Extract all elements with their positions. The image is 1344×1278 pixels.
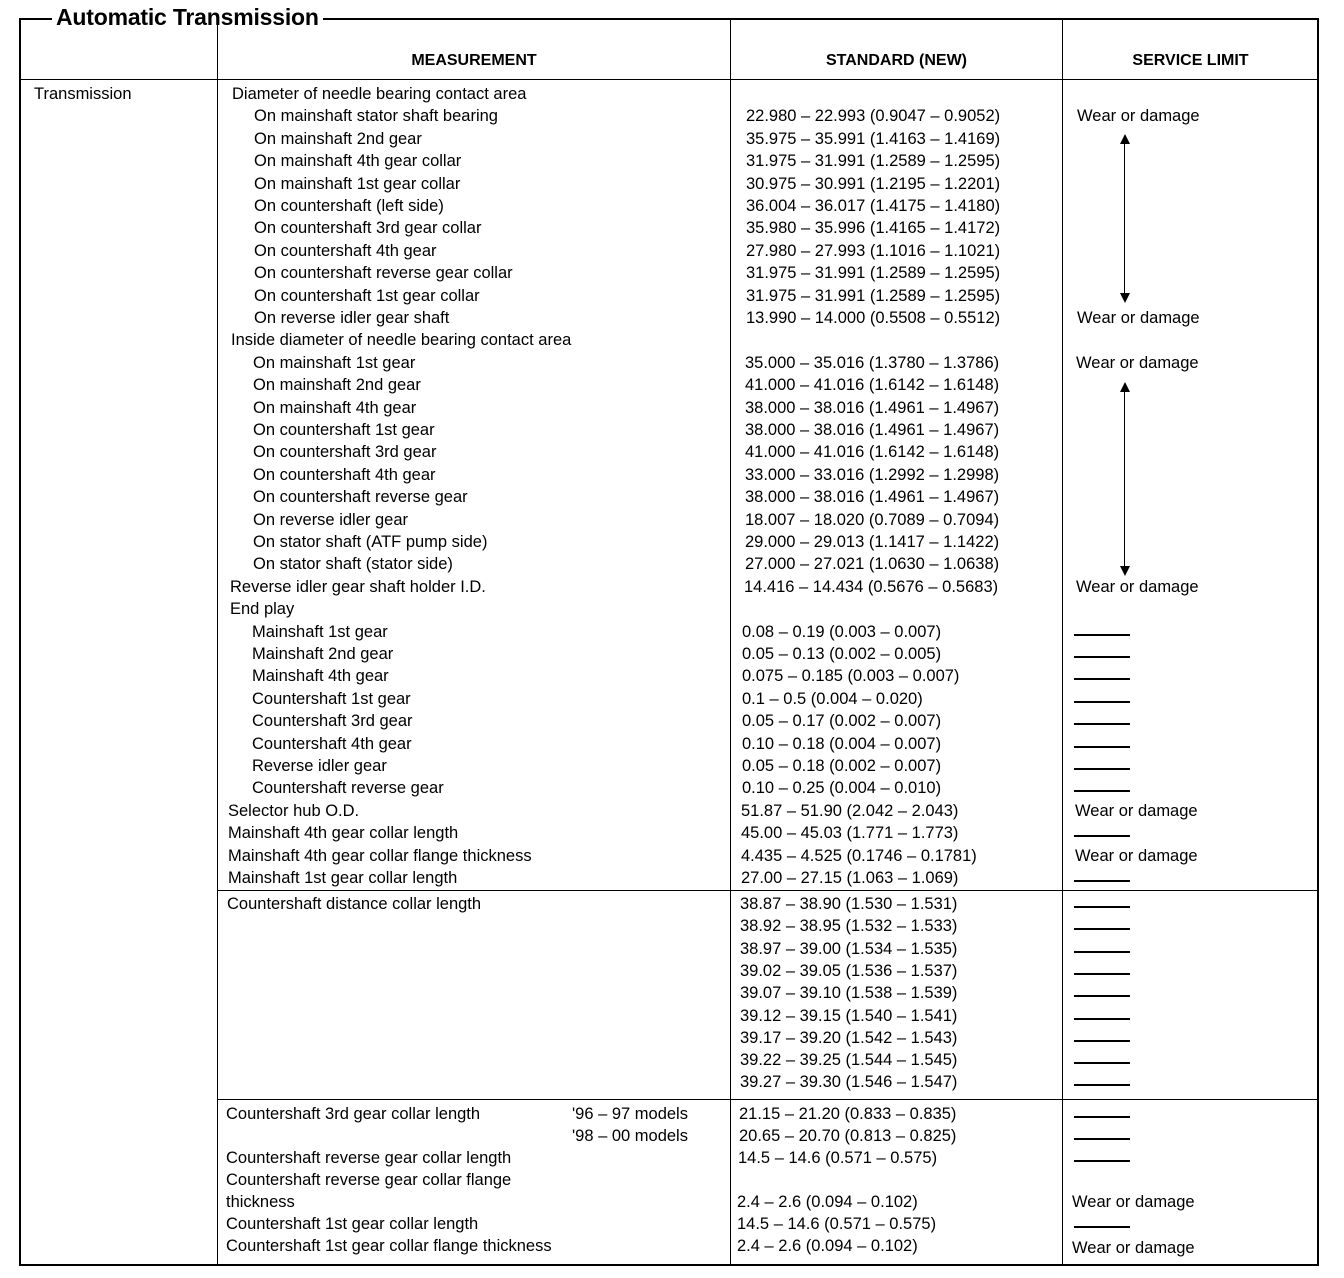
standard-value: 0.10 – 0.25 (0.004 – 0.010) <box>742 779 942 798</box>
measurement-item: On countershaft 3rd gear <box>253 443 437 462</box>
measurement-item: On countershaft 1st gear collar <box>254 286 480 305</box>
measurement-item: On reverse idler gear shaft <box>254 309 450 327</box>
standard-value: 2.4 – 2.6 (0.094 – 0.102) <box>737 1193 918 1211</box>
header-measurement: MEASUREMENT <box>411 52 537 69</box>
standard-value: 14.5 – 14.6 (0.571 – 0.575) <box>737 1215 937 1233</box>
measurement-item: Countershaft reverse gear collar flange <box>226 1171 512 1189</box>
measurement-item: Countershaft 1st gear collar flange thickness <box>226 1237 552 1255</box>
standard-value: 39.07 – 39.10 (1.538 – 1.539) <box>740 984 958 1003</box>
standard-value: 0.05 – 0.13 (0.002 – 0.005) <box>742 645 942 663</box>
standard-value: 14.416 – 14.434 (0.5676 – 0.5683) <box>744 577 999 596</box>
section-divider-2 <box>217 1099 1318 1100</box>
measurement-item: Mainshaft 4th gear collar length <box>228 824 459 843</box>
standard-value: 31.975 – 31.991 (1.2589 – 1.2595) <box>746 152 1001 171</box>
measurement-item: On countershaft reverse gear collar <box>254 264 513 283</box>
col-divider-1 <box>217 19 218 1265</box>
standard-value: 27.00 – 27.15 (1.063 – 1.069) <box>741 869 959 887</box>
standard-value: 31.975 – 31.991 (1.2589 – 1.2595) <box>746 286 1001 305</box>
measurement-item: Countershaft 4th gear <box>252 734 412 753</box>
no-limit-dash <box>1074 1116 1130 1118</box>
range-arrow-up-icon <box>1120 382 1130 392</box>
service-limit-value: Wear or damage <box>1072 1239 1195 1257</box>
no-limit-dash <box>1074 1138 1130 1140</box>
measurement-item: Selector hub O.D. <box>228 801 360 820</box>
standard-value: 13.990 – 14.000 (0.5508 – 0.5512) <box>746 309 1001 327</box>
standard-value: 35.975 – 35.991 (1.4163 – 1.4169) <box>746 129 1001 148</box>
no-limit-dash <box>1074 880 1130 882</box>
no-limit-dash <box>1074 701 1130 703</box>
header-service-limit: SERVICE LIMIT <box>1132 52 1249 69</box>
measurement-item: On stator shaft (ATF pump side) <box>253 533 488 551</box>
range-arrow-line <box>1124 142 1125 294</box>
no-limit-dash <box>1074 1040 1130 1042</box>
measurement-item: Mainshaft 1st gear collar length <box>228 869 458 887</box>
measurement-item: Reverse idler gear shaft holder I.D. <box>230 577 486 596</box>
no-limit-dash <box>1074 995 1130 997</box>
service-limit-value: Wear or damage <box>1075 801 1198 820</box>
standard-value: 36.004 – 36.017 (1.4175 – 1.4180) <box>746 197 1001 215</box>
standard-value: 0.05 – 0.18 (0.002 – 0.007) <box>742 757 942 775</box>
measurement-item: On countershaft 3rd gear collar <box>254 219 482 238</box>
standard-value: 18.007 – 18.020 (0.7089 – 0.7094) <box>745 510 1000 529</box>
range-arrow-down-icon <box>1120 566 1130 576</box>
measurement-group-heading: End play <box>230 600 295 619</box>
section-divider-1 <box>217 890 1318 891</box>
standard-value: 45.00 – 45.03 (1.771 – 1.773) <box>741 824 959 843</box>
measurement-item: Countershaft 3rd gear <box>252 712 413 731</box>
measurement-item: On mainshaft 2nd gear <box>254 129 422 148</box>
no-limit-dash <box>1074 1160 1130 1162</box>
standard-value: 39.17 – 39.20 (1.542 – 1.543) <box>740 1028 958 1047</box>
service-limit-value: Wear or damage <box>1077 107 1200 126</box>
standard-value: 0.075 – 0.185 (0.003 – 0.007) <box>742 667 960 686</box>
standard-value: 4.435 – 4.525 (0.1746 – 0.1781) <box>741 846 977 865</box>
standard-value: 30.975 – 30.991 (1.2195 – 1.2201) <box>746 174 1001 193</box>
standard-value: 35.980 – 35.996 (1.4165 – 1.4172) <box>746 219 1001 238</box>
standard-value: 38.87 – 38.90 (1.530 – 1.531) <box>740 895 958 913</box>
measurement-item: Mainshaft 4th gear collar flange thickness <box>228 846 532 865</box>
standard-value: 38.000 – 38.016 (1.4961 – 1.4967) <box>745 488 1000 507</box>
standard-value: 0.10 – 0.18 (0.004 – 0.007) <box>742 734 942 753</box>
service-limit-value: Wear or damage <box>1075 846 1198 865</box>
no-limit-dash <box>1074 906 1130 908</box>
measurement-item: Countershaft distance collar length <box>227 895 482 913</box>
standard-value: 27.000 – 27.021 (1.0630 – 1.0638) <box>745 555 1000 574</box>
measurement-item: Countershaft 1st gear <box>252 689 411 708</box>
header-bottom-rule <box>20 79 1318 80</box>
page-title: Automatic Transmission <box>52 3 323 31</box>
standard-value: 20.65 – 20.70 (0.813 – 0.825) <box>739 1127 957 1145</box>
measurement-item: On mainshaft stator shaft bearing <box>254 107 498 126</box>
measurement-item: On countershaft reverse gear <box>253 488 468 507</box>
measurement-item: Mainshaft 1st gear <box>252 622 388 641</box>
measurement-item: On stator shaft (stator side) <box>253 555 453 574</box>
model-range-label: '96 – 97 models <box>572 1105 688 1123</box>
standard-value: 39.12 – 39.15 (1.540 – 1.541) <box>740 1006 958 1025</box>
measurement-item: Countershaft reverse gear <box>252 779 444 798</box>
no-limit-dash <box>1074 928 1130 930</box>
no-limit-dash <box>1074 656 1130 658</box>
standard-value: 33.000 – 33.016 (1.2992 – 1.2998) <box>745 465 1000 484</box>
measurement-group-heading: Inside diameter of needle bearing contact area <box>231 331 572 350</box>
standard-value: 21.15 – 21.20 (0.833 – 0.835) <box>739 1105 957 1123</box>
no-limit-dash <box>1074 1062 1130 1064</box>
standard-value: 41.000 – 41.016 (1.6142 – 1.6148) <box>745 443 1000 462</box>
standard-value: 35.000 – 35.016 (1.3780 – 1.3786) <box>745 353 1000 372</box>
standard-value: 2.4 – 2.6 (0.094 – 0.102) <box>737 1237 918 1255</box>
col-divider-2 <box>730 19 731 1265</box>
measurement-item: Mainshaft 2nd gear <box>252 645 394 663</box>
no-limit-dash <box>1074 1084 1130 1086</box>
standard-value: 38.000 – 38.016 (1.4961 – 1.4967) <box>745 398 1000 417</box>
measurement-item: On countershaft 4th gear <box>253 465 436 484</box>
no-limit-dash <box>1074 746 1130 748</box>
standard-value: 22.980 – 22.993 (0.9047 – 0.9052) <box>746 107 1001 126</box>
measurement-item: On countershaft (left side) <box>254 197 444 215</box>
standard-value: 38.97 – 39.00 (1.534 – 1.535) <box>740 939 958 958</box>
measurement-item: On countershaft 4th gear <box>254 241 437 260</box>
measurement-item: On mainshaft 4th gear collar <box>254 152 462 171</box>
service-limit-value: Wear or damage <box>1072 1193 1195 1211</box>
measurement-item: On mainshaft 4th gear <box>253 398 417 417</box>
measurement-item: On countershaft 1st gear <box>253 421 435 439</box>
standard-value: 31.975 – 31.991 (1.2589 – 1.2595) <box>746 264 1001 283</box>
header-standard: STANDARD (NEW) <box>825 52 967 69</box>
standard-value: 38.000 – 38.016 (1.4961 – 1.4967) <box>745 421 1000 439</box>
service-limit-value: Wear or damage <box>1076 577 1199 596</box>
measurement-item: Mainshaft 4th gear <box>252 667 389 686</box>
standard-value: 39.27 – 39.30 (1.546 – 1.547) <box>740 1073 958 1092</box>
standard-value: 0.05 – 0.17 (0.002 – 0.007) <box>742 712 942 731</box>
model-range-label: '98 – 00 models <box>572 1127 688 1145</box>
standard-value: 51.87 – 51.90 (2.042 – 2.043) <box>741 801 959 820</box>
standard-value: 39.22 – 39.25 (1.544 – 1.545) <box>740 1051 958 1070</box>
no-limit-dash <box>1074 678 1130 680</box>
col-divider-3 <box>1062 19 1063 1265</box>
standard-value: 14.5 – 14.6 (0.571 – 0.575) <box>738 1149 938 1167</box>
standard-value: 41.000 – 41.016 (1.6142 – 1.6148) <box>745 376 1000 395</box>
standard-value: 27.980 – 27.993 (1.1016 – 1.1021) <box>746 241 1001 260</box>
measurement-item: thickness <box>226 1193 295 1211</box>
measurement-item: Countershaft reverse gear collar length <box>226 1149 512 1167</box>
standard-value: 38.92 – 38.95 (1.532 – 1.533) <box>740 917 958 936</box>
range-arrow-up-icon <box>1120 134 1130 144</box>
measurement-item: Countershaft 3rd gear collar length <box>226 1105 481 1123</box>
standard-value: 39.02 – 39.05 (1.536 – 1.537) <box>740 961 958 980</box>
no-limit-dash <box>1074 634 1130 636</box>
measurement-item: On mainshaft 2nd gear <box>253 376 421 395</box>
standard-value: 0.1 – 0.5 (0.004 – 0.020) <box>742 689 923 708</box>
standard-value: 29.000 – 29.013 (1.1417 – 1.1422) <box>745 533 1000 551</box>
measurement-item: On reverse idler gear <box>253 510 408 529</box>
service-limit-value: Wear or damage <box>1077 309 1200 327</box>
range-arrow-line <box>1124 390 1125 568</box>
service-limit-value: Wear or damage <box>1076 353 1199 372</box>
no-limit-dash <box>1074 790 1130 792</box>
no-limit-dash <box>1074 723 1130 725</box>
no-limit-dash <box>1074 973 1130 975</box>
measurement-item: On mainshaft 1st gear collar <box>254 174 461 193</box>
measurement-item: On mainshaft 1st gear <box>253 353 416 372</box>
standard-value: 0.08 – 0.19 (0.003 – 0.007) <box>742 622 942 641</box>
range-arrow-down-icon <box>1120 293 1130 303</box>
no-limit-dash <box>1074 835 1130 837</box>
no-limit-dash <box>1074 1226 1130 1228</box>
measurement-item: Reverse idler gear <box>252 757 387 775</box>
category-label: Transmission <box>34 85 132 103</box>
no-limit-dash <box>1074 1018 1130 1020</box>
no-limit-dash <box>1074 768 1130 770</box>
measurement-group-heading: Diameter of needle bearing contact area <box>232 85 527 103</box>
measurement-item: Countershaft 1st gear collar length <box>226 1215 479 1233</box>
no-limit-dash <box>1074 951 1130 953</box>
